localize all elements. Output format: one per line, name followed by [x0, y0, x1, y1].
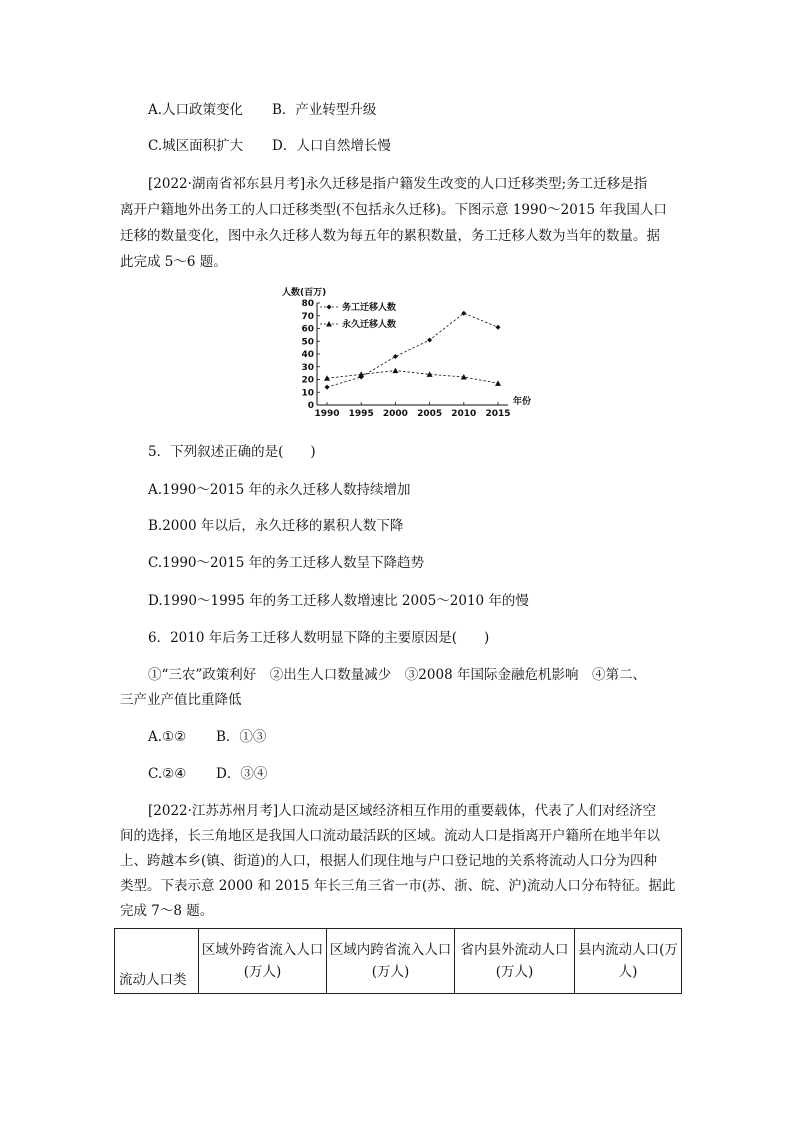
intro2-line5: 完成 7～8 题。	[120, 903, 214, 919]
q4-option-a: A.人口政策变化	[148, 102, 244, 118]
chart-x-tick-label: 2005	[417, 409, 443, 419]
chart-y-tick-label: 80	[301, 299, 314, 309]
permanent-point	[392, 368, 398, 374]
q6-items-line1: ①“三农”政策利好 ②出生人口数量减少 ③2008 年国际金融危机影响 ④第二、	[148, 667, 646, 683]
chart-y-tick-label: 0	[307, 401, 314, 411]
q4-option-d: D．人口自然增长慢	[272, 138, 391, 154]
chart-x-tick-label: 2000	[382, 409, 408, 419]
q5-option-c: C.1990～2015 年的务工迁移人数呈下降趋势	[148, 555, 425, 571]
chart-y-tick-label: 20	[301, 375, 314, 386]
table-header-row	[115, 929, 682, 994]
legend-label-work: 务工迁移人数	[342, 303, 397, 313]
q6-items-line2: 三产业产值比重降低	[120, 692, 242, 708]
intro1-line2: 离开户籍地外出务工的人口迁移类型(不包括永久迁移)。下图示意 1990～2015 年我国人口	[120, 202, 667, 218]
legend-label-permanent: 永久迁移人数	[342, 320, 397, 330]
table-col-header-1: 区域外跨省流入人口(万人)	[199, 929, 327, 994]
work-point	[393, 354, 398, 359]
chart-y-tick-label: 40	[301, 350, 314, 360]
intro2-line3: 上、跨越本乡(镇、街道)的人口，根据人们现住地与户口登记地的关系将流动人口分为四种	[120, 853, 658, 869]
q5-stem: 5．下列叙述正确的是( )	[148, 444, 316, 460]
chart-y-tick-label: 70	[301, 311, 314, 322]
intro2-line1: [2022·江苏苏州月考]人口流动是区域经济相互作用的重要载体，代表了人们对经济空	[148, 803, 657, 819]
table-col-header-2: 区域内跨省流入人口(万人)	[327, 929, 455, 994]
chart-y-tick-label: 50	[301, 337, 314, 348]
intro1-line1: [2022·湖南省祁东县月考]永久迁移是指户籍发生改变的人口迁移类型;务工迁移是指	[148, 176, 648, 192]
series-line-permanent	[327, 371, 498, 384]
work-point	[496, 325, 501, 330]
work-point	[427, 337, 432, 342]
q4-option-b: B．产业转型升级	[272, 102, 377, 118]
q6-stem: 6．2010 年后务工迁移人数明显下降的主要原因是( )	[148, 630, 490, 646]
q6-option-c: C.②④	[148, 766, 187, 782]
intro1-line4: 此完成 5～6 题。	[120, 254, 227, 270]
q4-option-c: C.城区面积扩大	[148, 138, 244, 154]
permanent-point	[495, 380, 501, 386]
table-col-header-3: 省内县外流动人口(万人)	[455, 929, 575, 994]
chart-x-tick-label: 1990	[314, 409, 340, 419]
chart-x-axis-label: 年份	[513, 397, 532, 407]
migration-chart	[280, 286, 550, 421]
legend-triangle-icon	[326, 321, 332, 327]
legend-diamond-icon	[327, 305, 332, 310]
q5-option-b: B.2000 年以后，永久迁移的累积人数下降	[148, 518, 404, 534]
chart-x-tick-label: 2015	[485, 409, 511, 419]
chart-x-tick-label: 2010	[451, 409, 477, 419]
q6-option-d: D．③④	[216, 766, 268, 782]
intro2-line2: 间的选择，长三角地区是我国人口流动最活跃的区域。流动人口是指离开户籍所在地半年以	[120, 828, 660, 844]
chart-y-tick-label: 30	[301, 362, 314, 373]
intro2-line4: 类型。下表示意 2000 和 2015 年长三角三省一市(苏、浙、皖、沪)流动人口分布特征。据此	[120, 878, 676, 894]
q5-option-d: D.1990～1995 年的务工迁移人数增速比 2005～2010 年的慢	[148, 593, 529, 609]
table-row-header: 流动人口类	[115, 929, 199, 994]
table-col-header-4: 县内流动人口(万人)	[575, 929, 682, 994]
chart-y-axis-label: 人数(百万)	[282, 288, 327, 298]
q6-option-a: A.①②	[148, 729, 187, 745]
q5-option-a: A.1990～2015 年的永久迁移人数持续增加	[148, 482, 411, 498]
chart-x-tick-label: 1995	[348, 409, 374, 419]
migration-chart-svg	[280, 286, 550, 421]
work-point	[325, 385, 330, 390]
q6-option-b: B．①③	[216, 729, 267, 745]
chart-y-tick-label: 10	[301, 388, 314, 399]
chart-y-tick-label: 60	[301, 324, 314, 335]
intro1-line3: 迁移的数量变化，图中永久迁移人数为每五年的累积数量，务工迁移人数为当年的数量。据	[120, 228, 660, 244]
flow-population-table	[114, 928, 682, 994]
